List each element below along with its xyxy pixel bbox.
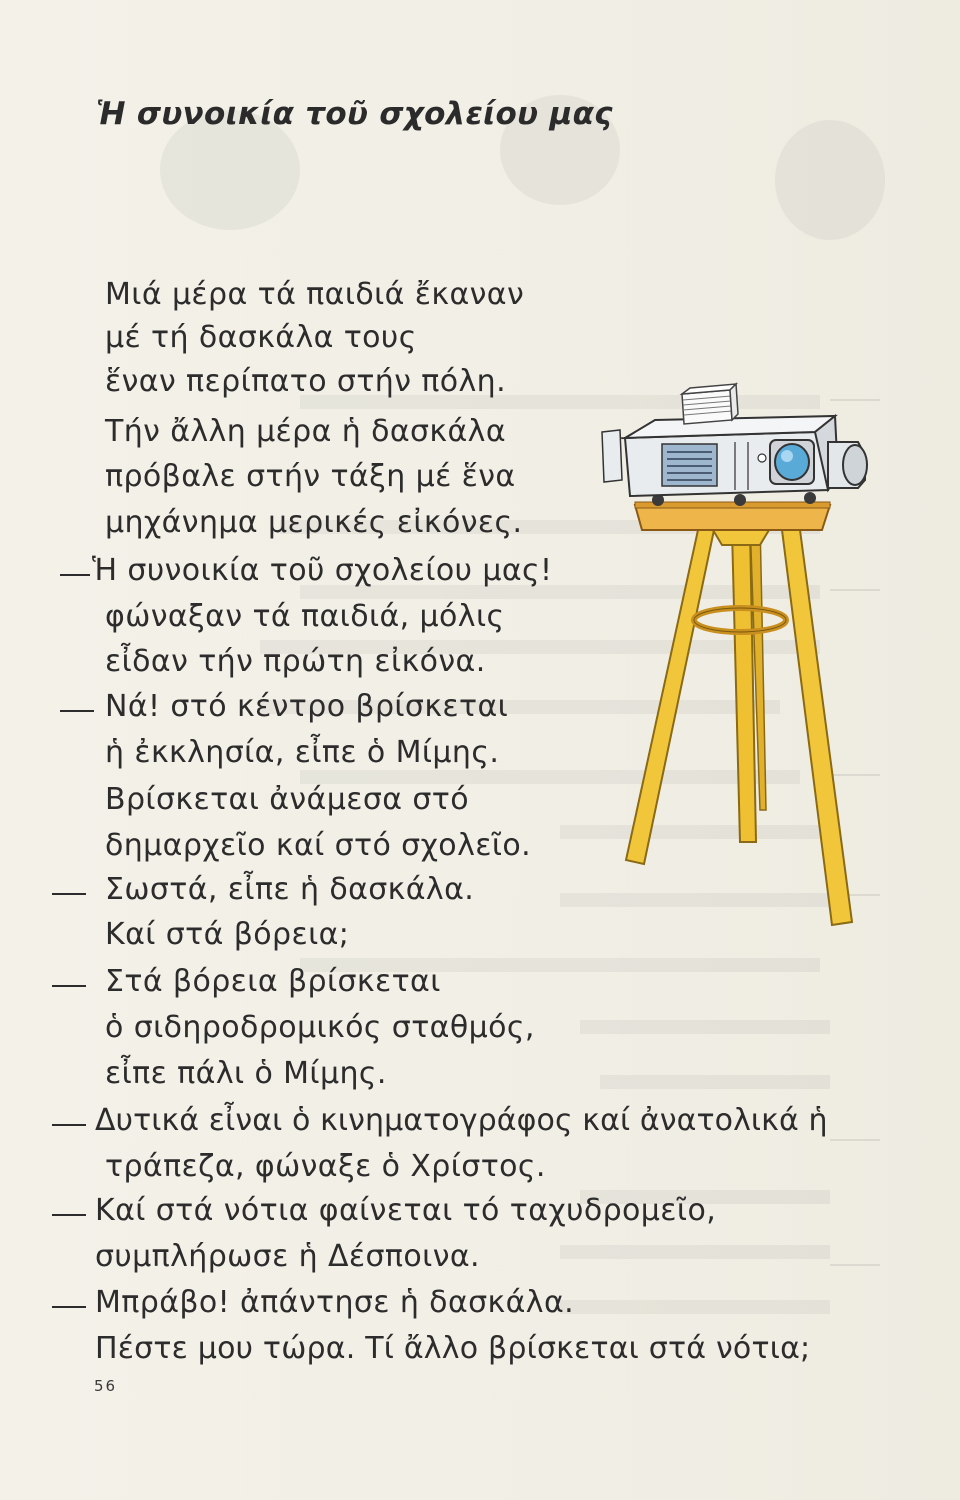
page-title: Ἡ συνοικία τοῦ σχολείου μας <box>96 96 613 132</box>
text-line-5: πρόβαλε στήν τάξη μέ ἕνα <box>105 459 516 494</box>
dialogue-dash <box>52 893 86 895</box>
page-number: 56 <box>94 1377 118 1395</box>
text-line-8: φώναξαν τά παιδιά, μόλις <box>105 599 505 634</box>
text-line-18: εἶπε πάλι ὁ Μίμης. <box>105 1056 387 1091</box>
text-line-2: μέ τή δασκάλα τους <box>105 320 417 355</box>
text-line-23: Μπράβο! ἀπάντησε ἡ δασκάλα. <box>95 1285 575 1320</box>
dialogue-dash <box>52 1306 86 1308</box>
text-line-19: Δυτικά εἶναι ὁ κινηματογράφος καί ἀνατολικά ἡ <box>95 1103 828 1138</box>
text-line-1: Μιά μέρα τά παιδιά ἔκαναν <box>105 277 525 312</box>
text-line-15: Καί στά βόρεια; <box>105 917 350 952</box>
dialogue-dash <box>60 710 94 712</box>
text-line-21: Καί στά νότια φαίνεται τό ταχυδρομεῖο, <box>95 1193 717 1228</box>
text-line-14: Σωστά, εἶπε ἡ δασκάλα. <box>105 872 475 907</box>
text-line-7: Ἡ συνοικία τοῦ σχολείου μας! <box>92 553 553 588</box>
text-line-22: συμπλήρωσε ἡ Δέσποινα. <box>95 1239 480 1274</box>
text-line-20: τράπεζα, φώναξε ὁ Χρίστος. <box>105 1149 546 1184</box>
text-line-11: ἡ ἐκκλησία, εἶπε ὁ Μίμης. <box>105 735 500 770</box>
text-line-13: δημαρχεῖο καί στό σχολεῖο. <box>105 828 532 863</box>
text-line-10: Νά! στό κέντρο βρίσκεται <box>105 689 509 724</box>
slide-projector-on-tripod-icon <box>600 380 900 940</box>
text-line-17: ὁ σιδηροδρομικός σταθμός, <box>105 1010 535 1045</box>
dialogue-dash <box>52 985 86 987</box>
dialogue-dash <box>52 1214 86 1216</box>
text-line-16: Στά βόρεια βρίσκεται <box>105 964 441 999</box>
text-line-6: μηχάνημα μερικές εἰκόνες. <box>105 505 523 540</box>
text-line-4: Τήν ἄλλη μέρα ἡ δασκάλα <box>105 414 507 449</box>
text-line-3: ἕναν περίπατο στήν πόλη. <box>105 364 507 399</box>
dialogue-dash <box>60 574 90 576</box>
text-line-12: Βρίσκεται ἀνάμεσα στό <box>105 782 469 817</box>
dialogue-dash <box>52 1124 86 1126</box>
text-line-24: Πέστε μου τώρα. Τί ἄλλο βρίσκεται στά νότια; <box>95 1331 811 1366</box>
text-line-9: εἶδαν τήν πρώτη εἰκόνα. <box>105 644 486 679</box>
